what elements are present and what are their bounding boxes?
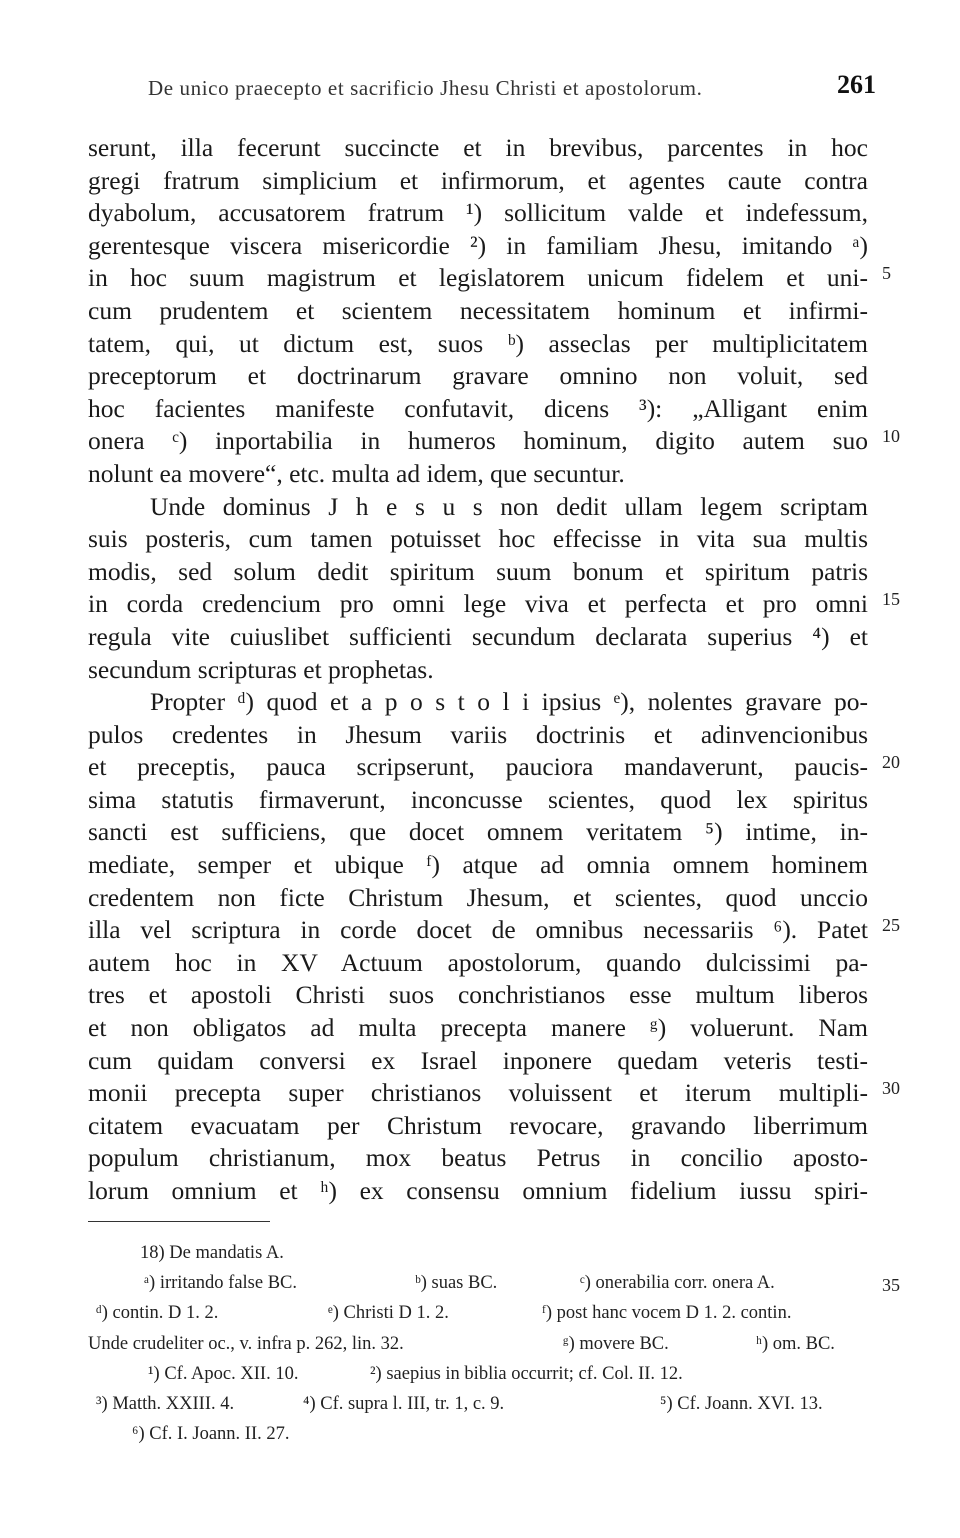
text-line: citatem evacuatam per Christum revocare, gravando liberrimum — [88, 1110, 868, 1140]
text-line: dyabolum, accusatorem fratrum ¹) sollicitum valde et indefessum, — [88, 198, 868, 228]
text-line: hoc facientes manifeste confutavit, dicens ³): „Alligant enim — [88, 393, 868, 423]
apparatus-note-d: ᵈ) contin. D 1. 2. — [96, 1303, 219, 1324]
text-line: et non obligatos ad multa precepta manere ᵍ) voluerunt. Nam — [88, 1013, 868, 1043]
footnote-separator — [88, 1221, 270, 1222]
text-line: sancti est sufficiens, que docet omnem veritatem ⁵) intime, in- — [88, 817, 868, 847]
running-head: De unico praecepto et sacrificio Jhesu Christi et apostolorum. — [148, 76, 703, 100]
margin-line-number: 5 — [882, 263, 891, 283]
text-line: credentem non ficte Christum Jhesum, et scientes, quod unccio — [88, 882, 868, 912]
apparatus-note-c: ᶜ) onerabilia corr. onera A. — [580, 1273, 775, 1294]
source-note-5: ⁵) Cf. Joann. XVI. 13. — [660, 1393, 823, 1414]
text-line: et preceptis, pauca scripserunt, pauciora mandaverunt, paucis- — [88, 752, 868, 782]
footnote-line — [88, 1329, 870, 1359]
text-line: cum quidam conversi ex Israel inponere quedam veteris testi- — [88, 1045, 868, 1075]
text-line: autem hoc in XV Actuum apostolorum, quando dulcissimi pa- — [88, 947, 868, 977]
source-note-4: ⁴) Cf. supra l. III, tr. 1, c. 9. — [303, 1393, 505, 1414]
footnote-line — [88, 1268, 900, 1298]
apparatus-note-f-continued: Unde crudeliter oc., v. infra p. 262, lin. 32. — [88, 1333, 404, 1354]
margin-line-number: 35 — [882, 1275, 900, 1296]
main-text — [88, 132, 900, 1208]
text-line: Propter ᵈ) quod et a p o s t o l i ipsius ᵉ), nolentes gravare po- — [150, 687, 868, 717]
apparatus-note-f: ᶠ) post hanc vocem D 1. 2. contin. — [542, 1303, 792, 1324]
footnote-line — [88, 1359, 870, 1389]
text-line: mediate, semper et ubique ᶠ) atque ad omnia omnem hominem — [88, 850, 868, 880]
footnote-line — [88, 1419, 870, 1449]
source-note-1: ¹) Cf. Apoc. XII. 10. — [148, 1363, 299, 1384]
text-line: serunt, illa fecerunt succincte et in brevibus, parcentes in hoc — [88, 133, 868, 162]
footnote-line — [88, 1389, 870, 1419]
text-line: gerentesque viscera misericordie ²) in familiam Jhesu, imitando ᵃ) — [88, 230, 868, 260]
page-number: 261 — [837, 70, 876, 99]
footnote-line — [88, 1298, 870, 1328]
text-line: Unde dominus J h e s u s non dedit ullam legem scriptam — [150, 491, 868, 521]
text-line: pulos credentes in Jhesum variis doctrinis et adinvencionibus — [88, 719, 868, 749]
text-line: regula vite cuiuslibet sufficienti secundum declarata superius ⁴) et — [88, 621, 868, 651]
text-line: in hoc suum magistrum et legislatorem unicum fidelem et uni- — [88, 263, 868, 293]
apparatus-note-a: ᵃ) irritando false BC. — [144, 1273, 298, 1294]
text-line: tatem, qui, ut dictum est, suos ᵇ) asseclas per multiplicitatem — [88, 328, 868, 358]
margin-line-number: 25 — [882, 915, 900, 935]
page-header — [148, 70, 876, 106]
text-line: lorum omnium et ʰ) ex consensu omnium fidelium iussu spiri- — [88, 1176, 868, 1205]
source-note-6: ⁶) Cf. I. Joann. II. 27. — [132, 1424, 290, 1445]
text-line: monii precepta super christianos voluissent et iterum multipli- — [88, 1078, 868, 1108]
text-line: preceptorum et doctrinarum gravare omnino non voluit, sed — [88, 361, 868, 391]
footnote-line — [88, 1238, 870, 1268]
text-line: sima statutis firmaverunt, inconcusse scientes, quod lex spiritus — [88, 784, 868, 814]
text-line: gregi fratrum simplicium et infirmorum, et agentes caute contra — [88, 165, 868, 195]
apparatus-note-h: ʰ) om. BC. — [756, 1333, 835, 1354]
text-line: secundum scripturas et prophetas. — [88, 654, 434, 684]
text-line: modis, sed solum dedit spiritum suum bonum et spiritum patris — [88, 556, 868, 586]
text-line: tres et apostoli Christi suos conchristianos esse multum liberos — [88, 980, 868, 1010]
text-line: cum prudentem et scientem necessitatem hominum et infirmi- — [88, 295, 868, 325]
source-note-2: ²) saepius in biblia occurrit; cf. Col. II. 12. — [370, 1363, 683, 1384]
text-line: onera ᶜ) inportabilia in humeros hominum, digito autem suo — [88, 426, 868, 456]
text-line: in corda credencium pro omni lege viva et perfecta et pro omni — [88, 589, 868, 619]
variant-note: 18) De mandatis A. — [140, 1243, 284, 1263]
text-line: illa vel scriptura in corde docet de omnibus necessariis ⁶). Patet — [88, 915, 868, 945]
margin-line-number: 15 — [882, 589, 900, 609]
apparatus-note-g: ᵍ) movere BC. — [563, 1333, 669, 1354]
apparatus-note-b: ᵇ) suas BC. — [415, 1273, 498, 1294]
source-note-3: ³) Matth. XXIII. 4. — [96, 1393, 235, 1414]
margin-line-number: 10 — [882, 426, 900, 446]
text-line: nolunt ea movere“, etc. multa ad idem, que secuntur. — [88, 458, 625, 488]
text-line: populum christianum, mox beatus Petrus in concilio aposto- — [88, 1143, 868, 1173]
apparatus-note-e: ᵉ) Christi D 1. 2. — [328, 1303, 449, 1324]
margin-line-number: 30 — [882, 1078, 900, 1098]
text-line: suis posteris, cum tamen potuisset hoc effecisse in vita sua multis — [88, 524, 868, 554]
footnotes — [88, 1238, 900, 1449]
margin-line-number: 20 — [882, 752, 900, 772]
